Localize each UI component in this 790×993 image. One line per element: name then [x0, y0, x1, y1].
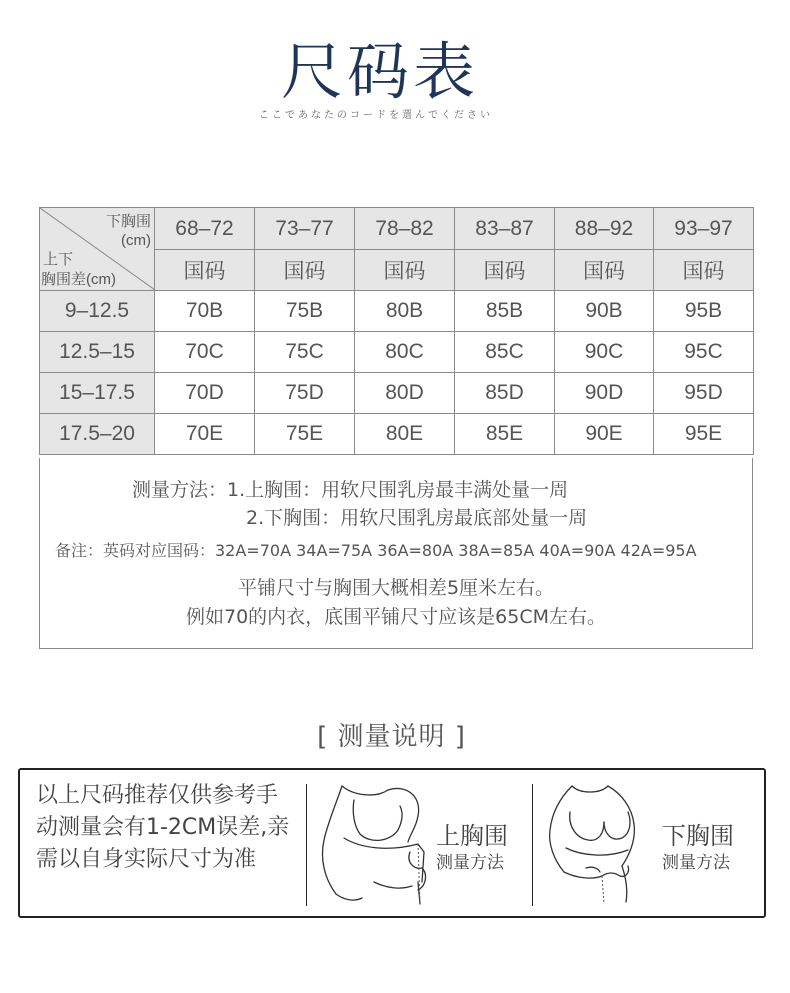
- measure-method-1: 测量方法：1.上胸围：用软尺围乳房最丰满处量一周: [132, 479, 569, 501]
- size-cell: 90D: [555, 373, 654, 414]
- size-cell: 80D: [355, 373, 455, 414]
- upper-bust-label: 上胸围: [436, 822, 508, 850]
- measure-method-2: 2.下胸围：用软尺围乳房最底部处量一周: [246, 507, 588, 529]
- table-corner-cell: [40, 208, 155, 291]
- standard-label: 国码: [155, 250, 255, 291]
- page-title: 尺码表: [280, 35, 479, 108]
- standard-label: 国码: [355, 250, 455, 291]
- divider: [532, 784, 533, 906]
- lower-bust-method-label: 测量方法: [662, 853, 730, 873]
- size-cell: 95B: [654, 291, 754, 332]
- upper-bust-method-label: 测量方法: [436, 853, 504, 873]
- page-subtitle: ここであなたのコードを選んでください: [259, 110, 493, 121]
- standard-label: 国码: [555, 250, 654, 291]
- size-cell: 85B: [455, 291, 555, 332]
- table-header-row: [40, 208, 754, 250]
- size-cell: 85D: [455, 373, 555, 414]
- bust-diff-cell: 12.5–15: [40, 332, 155, 373]
- table-row: [40, 373, 754, 414]
- under-bust-range: 68–72: [155, 208, 255, 250]
- size-cell: 80B: [355, 291, 455, 332]
- size-cell: 85C: [455, 332, 555, 373]
- size-cell: 95D: [654, 373, 754, 414]
- size-cell: 90C: [555, 332, 654, 373]
- under-bust-range: 73–77: [255, 208, 355, 250]
- disclaimer-text: 以上尺码推荐仅供参考手动测量会有1-2CM误差,亲需以自身实际尺寸为准: [36, 783, 290, 872]
- size-cell: 70C: [155, 332, 255, 373]
- section-title: [ 测量说明 ]: [317, 722, 466, 752]
- size-cell: 75D: [255, 373, 355, 414]
- under-bust-range: 88–92: [555, 208, 654, 250]
- size-cell: 75B: [255, 291, 355, 332]
- size-table: [39, 207, 754, 455]
- size-cell: 90B: [555, 291, 654, 332]
- upper-bust-measuring-figure-icon: [314, 782, 434, 906]
- size-cell: 80C: [355, 332, 455, 373]
- bust-diff-cell: 9–12.5: [40, 291, 155, 332]
- notes-box: [39, 458, 753, 649]
- size-cell: 95C: [654, 332, 754, 373]
- size-cell: 90E: [555, 414, 654, 455]
- flat-size-example: 例如70的内衣，底围平铺尺寸应该是65CM左右。: [185, 606, 606, 628]
- standard-label: 国码: [455, 250, 555, 291]
- standard-label: 国码: [255, 250, 355, 291]
- bust-diff-cell: 17.5–20: [40, 414, 155, 455]
- table-row: [40, 291, 754, 332]
- divider: [306, 784, 307, 906]
- corner-under-bust-label: 下胸围: [105, 213, 151, 230]
- size-cell: 70D: [155, 373, 255, 414]
- under-bust-range: 93–97: [654, 208, 754, 250]
- corner-diff-unit-label: 胸围差(cm): [41, 271, 116, 288]
- lower-bust-label: 下胸围: [662, 822, 734, 850]
- size-cell: 75E: [255, 414, 355, 455]
- table-row: [40, 332, 754, 373]
- corner-unit-label: (cm): [121, 232, 151, 249]
- size-cell: 70E: [155, 414, 255, 455]
- size-cell: 75C: [255, 332, 355, 373]
- size-cell: 80E: [355, 414, 455, 455]
- flat-size-note: 平铺尺寸与胸围大概相差5厘米左右。: [237, 577, 555, 599]
- bust-diff-cell: 15–17.5: [40, 373, 155, 414]
- standard-label: 国码: [654, 250, 754, 291]
- size-equivalents-note: 备注：英码对应国码：32A=70A 34A=75A 36A=80A 38A=85A 40A=90A 42A=95A: [55, 541, 697, 560]
- under-bust-range: 78–82: [355, 208, 455, 250]
- size-cell: 95E: [654, 414, 754, 455]
- size-cell: 85E: [455, 414, 555, 455]
- corner-diff-label: 上下: [43, 251, 74, 268]
- measurement-guide-box: [18, 768, 766, 918]
- table-row: [40, 414, 754, 455]
- size-cell: 70B: [155, 291, 255, 332]
- under-bust-range: 83–87: [455, 208, 555, 250]
- lower-bust-measuring-figure-icon: [542, 782, 654, 906]
